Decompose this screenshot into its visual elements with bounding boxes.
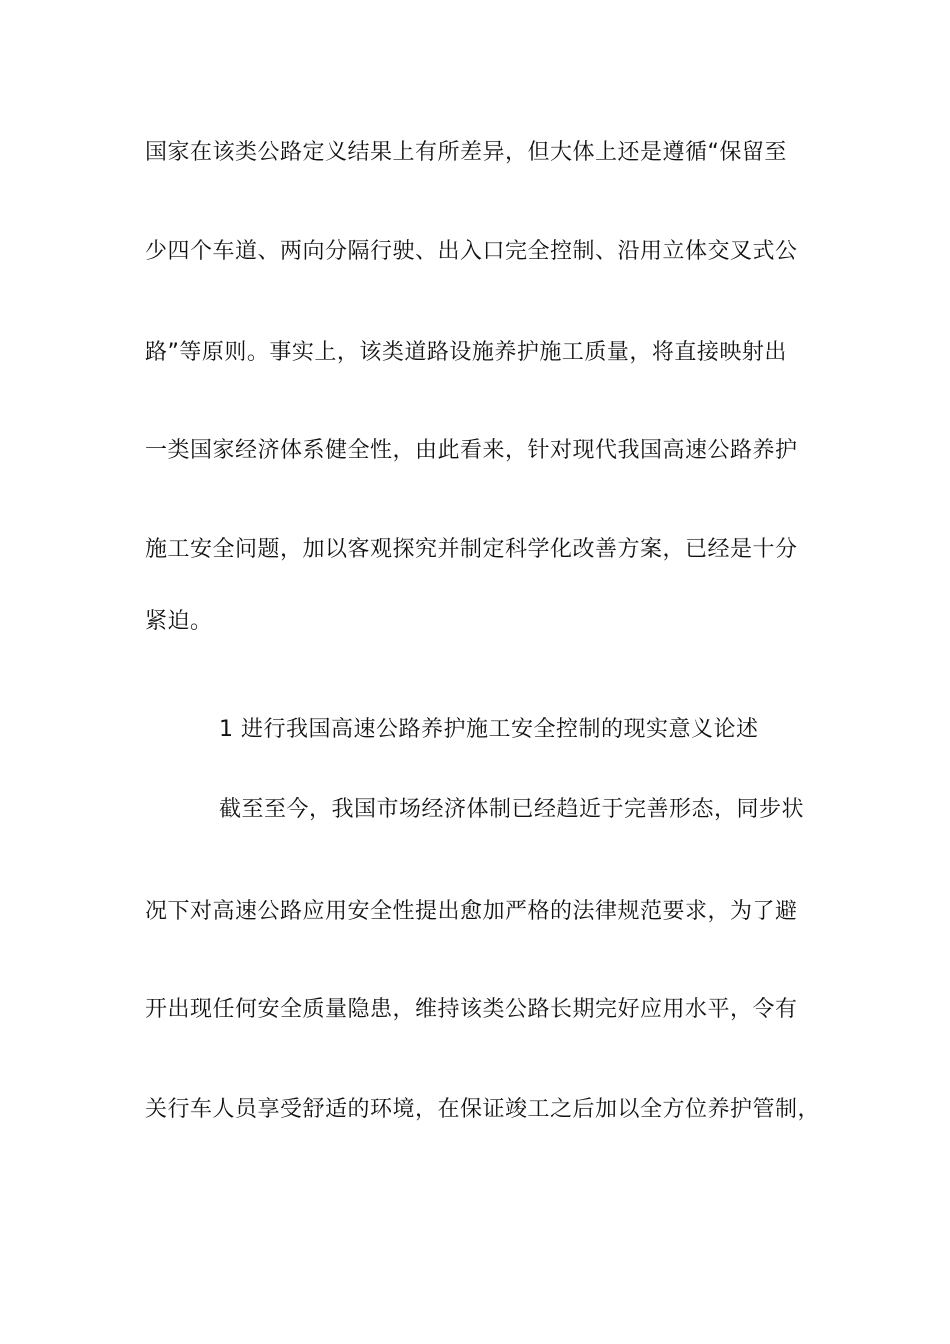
paragraph-line: 路”等原则。事实上，该类道路设施养护施工质量，将直接映射出: [145, 340, 787, 365]
paragraph-line: 紧迫。: [145, 609, 213, 634]
paragraph-line: 截至至今，我国市场经济体制已经趋近于完善形态，同步状: [219, 797, 805, 822]
section-heading: 1 进行我国高速公路养护施工安全控制的现实意义论述: [219, 717, 759, 742]
paragraph-line: 施工安全问题，加以客观探究并制定科学化改善方案，已经是十分: [145, 537, 798, 562]
paragraph-line: 国家在该类公路定义结果上有所差异，但大体上还是遵循“保留至: [145, 140, 787, 165]
paragraph-line: 关行车人员享受舒适的环境，在保证竣工之后加以全方位养护管制，: [145, 1097, 821, 1122]
paragraph-line: 况下对高速公路应用安全性提出愈加严格的法律规范要求，为了避: [145, 899, 798, 924]
paragraph-line: 一类国家经济体系健全性，由此看来，针对现代我国高速公路养护: [145, 438, 798, 463]
paragraph-line: 少四个车道、两向分隔行驶、出入口完全控制、沿用立体交叉式公: [145, 239, 798, 264]
paragraph-line: 开出现任何安全质量隐患，维持该类公路长期完好应用水平，令有: [145, 997, 798, 1022]
